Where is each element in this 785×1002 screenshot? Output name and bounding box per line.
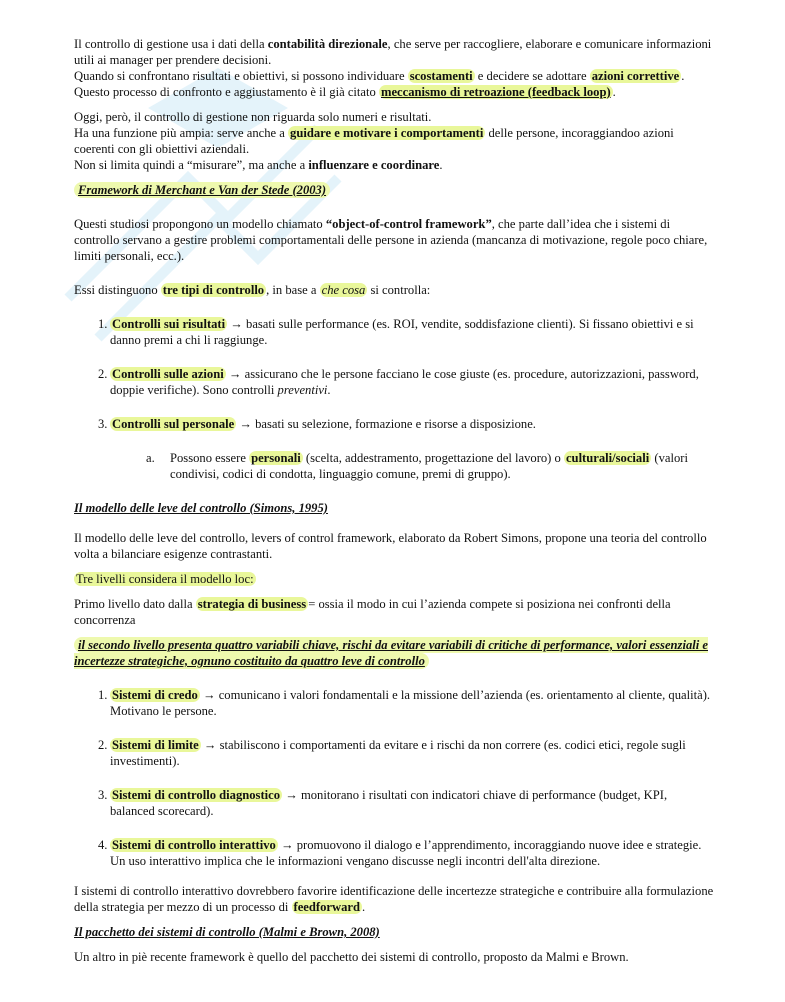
control-types-list (74, 316, 714, 432)
list-item: 2. Controlli sulle azioni → assicurano che le persone facciano le cose giuste (es. procedure, autorizzazioni, password, doppie verifiche). Sono controlli preventivi. (98, 367, 699, 397)
merchant-paragraph-2: Essi distinguono tre tipi di controllo , in base a che cosa si controlla: (74, 283, 431, 297)
list-item: 1. Controlli sui risultati → basati sulle performance (es. ROI, vendite, soddisfazione clienti). Si fissano obiettivi e si danno premi a chi li raggiunge. (98, 317, 694, 347)
intro-paragraph-6: Non si limita quindi a “misurare”, ma anche a influenzare e coordinare. (74, 158, 443, 172)
intro-paragraph-1: Il controllo di gestione usa i dati della contabilità direzionale, che serve per raccogliere, elaborare e comunicare informazioni utili ai manager per prendere decisioni. (74, 37, 712, 67)
intro-paragraph-4: Oggi, però, il controllo di gestione non riguarda solo numeri e risultati. (74, 110, 432, 124)
sub-list-item: a. Possono essere personali (scelta, addestramento, progettazione del lavoro) o culturali/sociali (valori condivisi, codici di condotta, linguaggio comune, premi di gruppo). (146, 451, 688, 481)
document-page (74, 36, 714, 965)
intro-paragraph-3: Questo processo di confronto e aggiustamento è il già citato meccanismo di retroazione (feedback loop) . (74, 85, 616, 99)
simons-paragraph-3: Primo livello dato dalla strategia di business = ossia il modo in cui l’azienda compete si posiziona nei confronti della concorrenza (74, 597, 671, 627)
list-item: 3. Sistemi di controllo diagnostico → monitorano i risultati con indicatori chiave di performance (budget, KPI, balanced scorecard). (98, 788, 668, 818)
merchant-paragraph-1: Questi studiosi propongono un modello chiamato “object-of-control framework”, che parte dall’idea che i sistemi di controllo servano a gestire problemi comportamentali delle persone in azienda (mancanza di motivazione, regole poco chiare, limiti personali, ecc.). (74, 217, 708, 263)
list-item: 4. Sistemi di controllo interattivo → promuovono il dialogo e l’apprendimento, incoraggiando nuove idee e strategie. Un uso interattivo implica che le informazioni vengano discusse negli incontri dell'alta direzione. (98, 838, 702, 868)
levers-list (74, 687, 714, 869)
list-item: 2. Sistemi di limite → stabiliscono i comportamenti da evitare e i rischi da non correre (es. codici etici, regole sugli investimenti). (98, 738, 686, 768)
simons-paragraph-4: il secondo livello presenta quattro variabili chiave, rischi da evitare variabili di critiche di performance, valori essenziali e incertezze strategiche, ognuno costituito da quattro leve di controllo (74, 638, 708, 668)
section-heading-simons: Il modello delle leve del controllo (Simons, 1995) (74, 501, 328, 515)
list-item: 1. Sistemi di credo → comunicano i valori fondamentali e la missione dell’azienda (es. orientamento al cliente, qualità). Motivano le persone. (98, 688, 711, 718)
malmi-paragraph-1: Un altro in piè recente framework è quello del pacchetto dei sistemi di controllo, proposto da Malmi e Brown. (74, 950, 629, 964)
section-heading-merchant: Framework di Merchant e Van der Stede (2003) (74, 182, 714, 198)
list-item: 3. Controlli sul personale → basati su selezione, formazione e risorse a disposizione. (98, 417, 536, 431)
simons-paragraph-2: Tre livelli considera il modello loc: (76, 572, 254, 586)
simons-paragraph-1: Il modello delle leve del controllo, levers of control framework, elaborato da Robert Simons, propone una teoria del controllo volta a bilanciare esigenze contrastanti. (74, 531, 707, 561)
intro-paragraph-2: Quando si confrontano risultati e obiettivi, si possono individuare scostamenti e decidere se adottare azioni correttive . (74, 69, 685, 83)
simons-paragraph-5: I sistemi di controllo interattivo dovrebbero favorire identificazione delle incertezze strategiche e contribuire alla formulazione della strategia per mezzo di un processo di feedforward . (74, 884, 714, 914)
intro-paragraph-5: Ha una funzione più ampia: serve anche a guidare e motivare i comportamenti delle persone, incoraggiandoo azioni coerenti con gli obiettivi aziendali. (74, 126, 674, 156)
section-heading-malmi: Il pacchetto dei sistemi di controllo (Malmi e Brown, 2008) (74, 925, 380, 939)
